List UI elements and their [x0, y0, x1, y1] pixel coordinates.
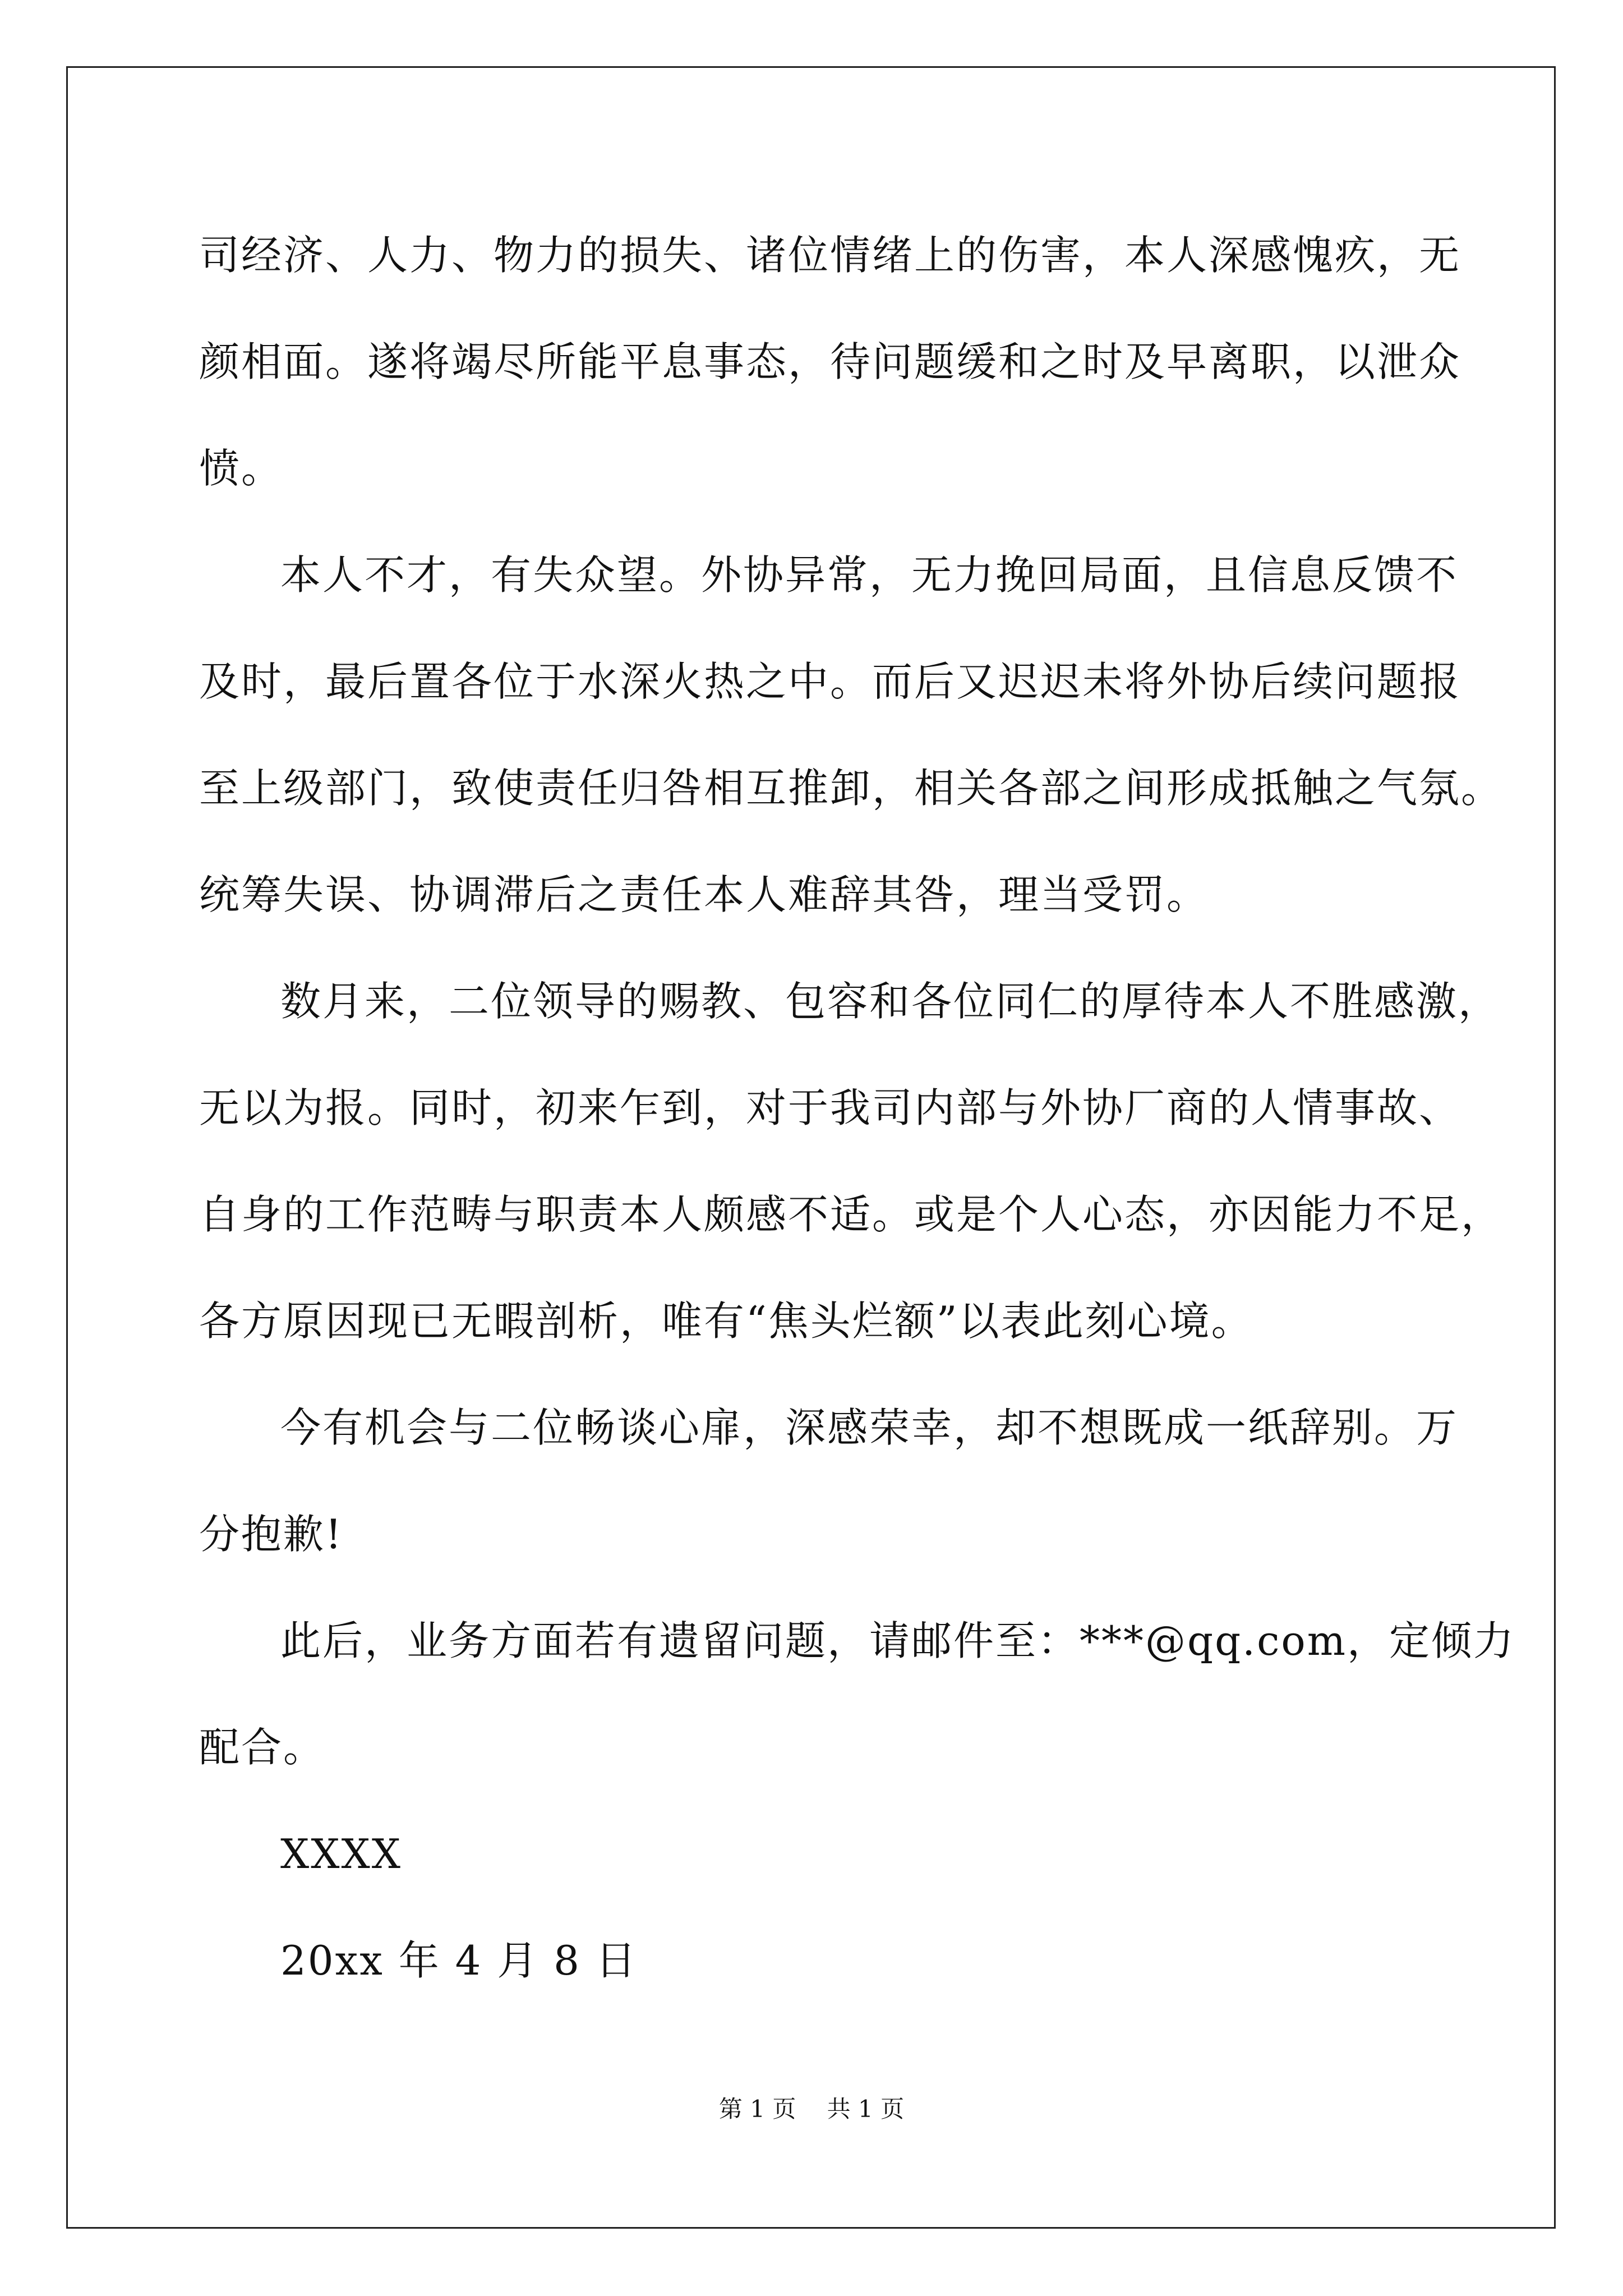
- page-number-footer: 第 1 页 共 1 页: [718, 2095, 905, 2123]
- text-line: 司经济、人力、物力的损失、诸位情绪上的伤害，本人深感愧疚，无: [199, 232, 1461, 279]
- text-line: 各方原因现已无暇剖析，唯有“焦头烂额”以表此刻心境。: [199, 1297, 1253, 1345]
- text-line: 无以为报。同时，初来乍到，对于我司内部与外协厂商的人情事故、: [199, 1084, 1461, 1131]
- signature-name: XXXX: [280, 1830, 403, 1878]
- text-line: 愤。: [199, 445, 284, 492]
- text-line: 颜相面。遂将竭尽所能平息事态，待问题缓和之时及早离职，以泄众: [199, 338, 1461, 385]
- paragraph-start-line: 此后，业务方面若有遗留问题，请邮件至：***@qq.com，定倾力: [280, 1617, 1516, 1664]
- signature-date: 20xx 年 4 月 8 日: [280, 1937, 638, 1984]
- paragraph-start-line: 数月来，二位领导的赐教、包容和各位同仁的厚待本人不胜感激，: [280, 978, 1501, 1025]
- text-line: 统筹失误、协调滞后之责任本人难辞其咎，理当受罚。: [199, 871, 1209, 918]
- letter-body: [199, 202, 1516, 2014]
- text-line: 至上级部门，致使责任归咎相互推卸，相关各部之间形成抵触之气氛。: [199, 765, 1504, 812]
- text-line: 分抱歉!: [199, 1511, 343, 1558]
- paragraph-start-line: 本人不才，有失众望。外协异常，无力挽回局面，且信息反馈不: [280, 551, 1459, 599]
- text-line: 配合。: [199, 1724, 326, 1771]
- paragraph-start-line: 今有机会与二位畅谈心扉，深感荣幸，却不想既成一纸辞别。万: [280, 1404, 1459, 1451]
- text-line: 自身的工作范畴与职责本人颇感不适。或是个人心态，亦因能力不足，: [199, 1191, 1504, 1238]
- text-line: 及时，最后置各位于水深火热之中。而后又迟迟未将外协后续问题报: [199, 658, 1461, 705]
